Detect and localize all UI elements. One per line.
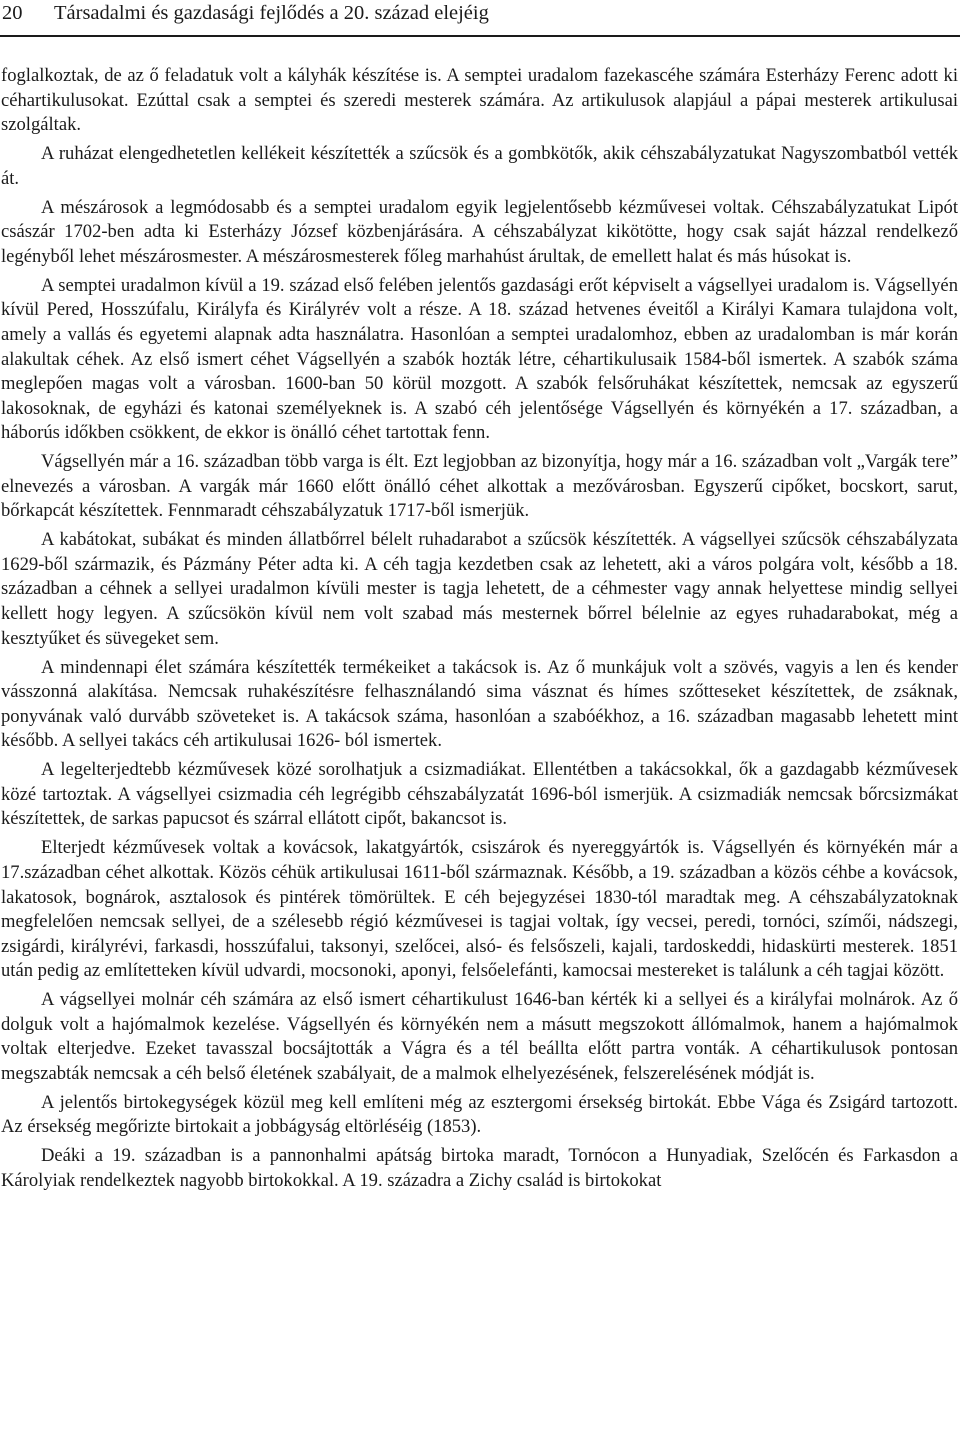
running-title: Társadalmi és gazdasági fejlődés a 20. század elejéig <box>54 2 489 24</box>
paragraph-csizmadiak: A legelterjedtebb kézművesek közé sorolhatjuk a csizmadiákat. Ellentétben a takácsokkal, ők a gazdagabb kézművesek közé tartoztak. A vágsellyei csizmadia céh legrégibb céhszabályzatát 1696-ból ismerjük. A csizmadiák nemcsak bőrcsizmákat készítettek, de sarkas papucsot és szárral ellátott cipőt, bakancsot is. <box>1 759 958 830</box>
paragraph-takacsok: A mindennapi élet számára készítették termékeiket a takácsok is. Az ő munkájuk volt a szövés, vagyis a len és kender vásszonná alakítása. Nemcsak ruhakészítésre felhasználandó sima vásznat és hímes szőtteseket készítettek, de zsáknak, ponyvának való durvább szöveteket is. A takácsok száma, hasonlóan a szabóékhoz, a 16. században magasabb lehetett mint később. A sellyei takács céh artikulusai 1626- ból ismertek. <box>1 656 958 752</box>
running-header <box>2 0 958 26</box>
paragraph-vargak: Vágsellyén már a 16. században több varga is élt. Ezt legjobban az bizonyítja, hogy már a 16. században volt „Vargák tere” elnevezés a városban. A vargák már 1660 előtt önálló céhet alkottak a mezővárosban. Egyszerű cipőket, bocskort, sarut, bőrkapcát készítettek. Fennmaradt céhszabályzatuk 1717-ből ismerjük. <box>1 451 958 522</box>
paragraph-meszarosok: A mészárosok a legmódosabb és a semptei uradalom egyik legjelentősebb kézművesei voltak. Céhszabályzatukat Lipót császár 1702-ben adta ki Esterházy József közbenjárására. A céhszabályzat kikötötte, hogy csak saját házzal rendelkező legényből lehet mészárosmester. A mészárosmesterek főleg marhahúst árultak, de emellett halat és más húsokat is. <box>1 196 958 267</box>
paragraph-ersekseg: A jelentős birtokegységek közül meg kell említeni még az esztergomi érsekség birtokát. Ebbe Vága és Zsigárd tartozott. Az érsekség megőrizte birtokait a jobbágyság eltörléséig (1853). <box>1 1091 958 1138</box>
paragraph-deaki: Deáki a 19. században is a pannonhalmi apátság birtoka maradt, Tornócon a Hunyadiak, Szelőcén és Farkasdon a Károlyiak rendelkeztek nagyobb birtokokkal. A 19. századra a Zichy család is birtokokat <box>1 1145 958 1192</box>
paragraph-kovacsok: Elterjedt kézművesek voltak a kovácsok, lakatgyártók, csiszárok és nyereggyártók is. Vágsellyén és környékén már a 17.században céhet alkottak. Közös céhük artikulusai 1611-ből származnak. Később, a 19. században a közös céhbe a kovácsok, lakatosok, bognárok, asztalosok és pintérek tömörültek. E céh bejegyzései 1830-tól maradtak meg. A céhszabályzatoknak megfelelően nemcsak sellyei, de a szélesebb régió kézművesei is tagjai voltak, így vecsei, peredi, tornóci, szímői, nádszegi, zsigárdi, királyrévi, farkasdi, hosszúfalui, taksonyi, szelőcei, alsó- és felsőszeli, kajali, tardoskeddi, hidaskürti mesterek. 1851 után pedig az említetteken kívül udvardi, mocsonoki, aponyi, felsőelefánti, kamocsai mestereket is találunk a céh tagjai között. <box>1 837 958 982</box>
page-number: 20 <box>2 2 23 24</box>
paragraph-szucsok-gombkotok: A ruházat elengedhetetlen kellékeit készítették a szűcsök és a gombkötők, akik céhszabályzatukat Nagyszombatból vették át. <box>1 143 958 189</box>
paragraph-continued: foglalkoztak, de az ő feladatuk volt a kályhák készítése is. A semptei uradalom fazekascéhe számára Esterházy Ferenc adott ki céhartikulusokat. Ezúttal csak a semptei és szeredi mesterek számára. Az artikulusok alapjául a pápai mesterek artikulusai szolgáltak. <box>1 65 958 136</box>
paragraph-molnarok: A vágsellyei molnár céh számára az első ismert céhartikulust 1646-ban kérték ki a sellyei és a királyfai molnárok. Az ő dolguk volt a hajómalmok kezelése. Vágsellyén és környékén nem a másutt megszokott állómalmok, hanem a hajómalmok voltak elterjedve. Ezeket tavasszal bocsájtották a Vágra és a tél beállta előtt partra vonták. A céhartikulusok pontosan megszabták nemcsak a céh belső életének szabályait, de a malmok elhelyezésének, felszerelésének módját is. <box>1 989 958 1084</box>
paragraph-szucsok: A kabátokat, subákat és minden állatbőrrel bélelt ruhadarabot a szűcsök készítették. A vágsellyei szűcsök céhszabályzata 1629-ből származik, és Pázmány Péter adta ki. A céh tagja kezdetben csak az lehetett, aki a város polgára volt, később a 18. században a céhnek a sellyei uradalmon kívüli mester is tagja lehetett, de a céhmester vagy annak helyettese mindig sellyei kellett hogy legyen. A szűcsökön kívül nem volt szabad más mesternek bőrrel bélelnie az egyes ruhadarabokat, még a kesztyűket és süvegeket sem. <box>1 529 958 649</box>
body-text <box>1 64 958 1198</box>
header-rule <box>0 35 960 37</box>
paragraph-vagsellyei-uradalom: A semptei uradalmon kívül a 19. század első felében jelentős gazdasági erőt képviselt a vágsellyei uradalom is. Vágsellyén kívül Pered, Hosszúfalu, Királyfa és Királyrév volt a része. A 18. század hetvenes éveitől a Királyi Kamara tulajdona volt, amely a vallás és egyetemi alapnak adta használatra. Hasonlóan a semptei uradalomhoz, ebben az uradalomban is már korán alakultak céhek. Az első ismert céhet Vágsellyén a szabók hozták létre, céhartikulusaik 1584-ből ismertek. A szabók száma meglepően magas volt a városban. 1600-ban 50 körül mozgott. A szabók felsőruhákat készítettek, nemcsak az egyszerű lakosoknak, de egyházi és katonai személyeknek is. A szabó céh jelentősége Vágsellyén és környékén a 17. században, a háborús időkben csökkent, de ekkor is önálló céhet tartottak fenn. <box>1 274 958 444</box>
